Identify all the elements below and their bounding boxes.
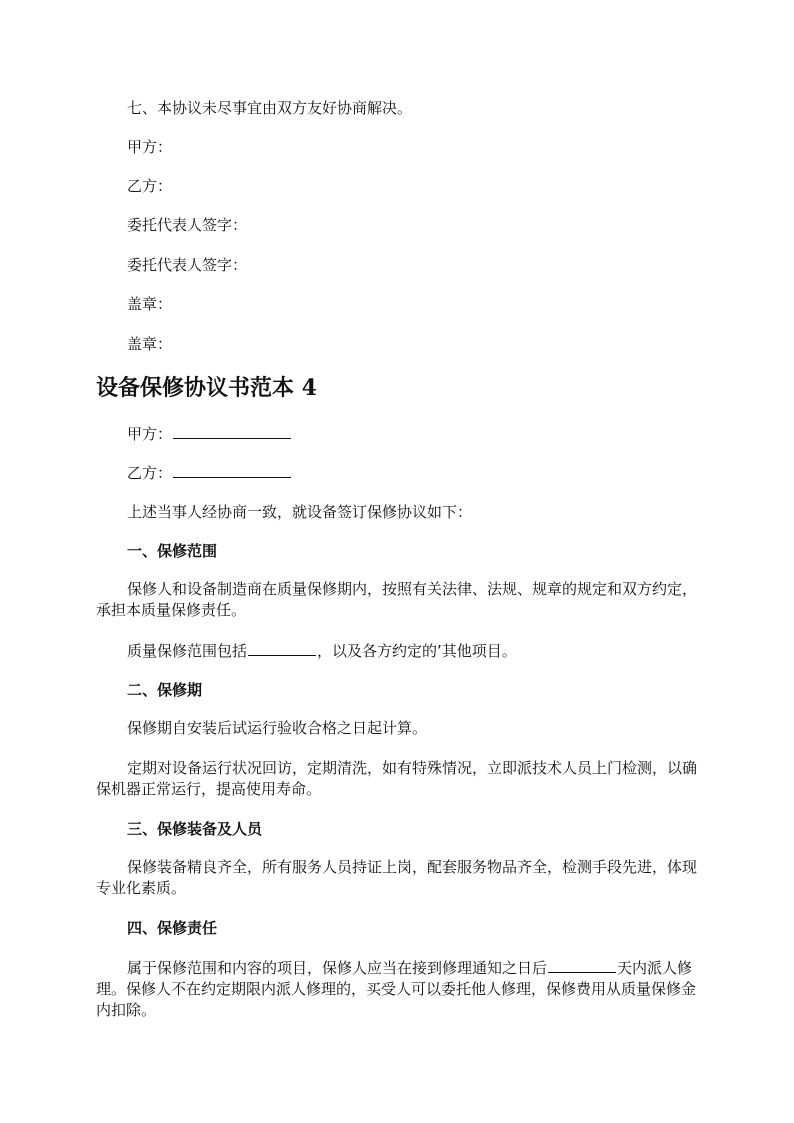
party-b-line: [127, 462, 698, 483]
party-b-label: 乙方：: [127, 177, 173, 195]
representative-signature-1: 委托代表人签字：: [127, 216, 248, 234]
responsibility-text-after: 天内派人修理。保修人不在约定期限内派人修理的，买受人可以委托他人修理，保修费用从质量保修金内扣除。: [96, 959, 697, 1019]
scope-blank[interactable]: [248, 640, 316, 656]
intro-text: 上述当事人经协商一致，就设备签订保修协议如下：: [127, 503, 473, 521]
seal-1: 盖章：: [127, 295, 173, 313]
section-4-heading: 四、保修责任: [127, 919, 218, 937]
section-2-paragraph-1: 保修期自安装后试运行验收合格之日起计算。: [127, 719, 428, 737]
party-a-line: [127, 423, 698, 444]
days-blank[interactable]: [548, 957, 616, 973]
section-1-paragraph-1: 保修人和设备制造商在质量保修期内，按照有关法律、法规、规章的规定和双方约定，承担本质量保修责任。: [96, 580, 698, 619]
section-2-heading: 二、保修期: [127, 681, 203, 699]
party-a-label: 甲方：: [127, 138, 173, 156]
document-title: 设备保修协议书范本 4: [96, 375, 317, 401]
section-4-paragraph-1: [96, 957, 698, 1021]
party-a-label-2: 甲方：: [127, 425, 173, 443]
scope-text-before: 质量保修范围包括: [127, 642, 248, 660]
section-1-heading: 一、保修范围: [127, 542, 218, 560]
party-a-blank[interactable]: [173, 423, 291, 439]
section-2-paragraph-2: 定期对设备运行状况回访，定期清洗，如有特殊情况，立即派技术人员上门检测，以确保机器正常运行，提高使用寿命。: [96, 759, 698, 798]
representative-signature-2: 委托代表人签字：: [127, 256, 248, 274]
party-b-blank[interactable]: [173, 462, 291, 478]
seal-2: 盖章：: [127, 335, 173, 353]
responsibility-text-before: 属于保修范围和内容的项目，保修人应当在接到修理通知之日后: [127, 959, 548, 977]
section-1-paragraph-2: [127, 640, 698, 661]
scope-text-after: ，以及各方约定的’其他项目。: [317, 642, 517, 660]
party-b-label-2: 乙方：: [127, 464, 173, 482]
section-3-paragraph-1: 保修装备精良齐全，所有服务人员持证上岗，配套服务物品齐全，检测手段先进，体现专业化素质。: [96, 858, 698, 897]
clause-7: 七、本协议未尽事宜由双方友好协商解决。: [127, 99, 413, 117]
section-3-heading: 三、保修装备及人员: [127, 820, 263, 838]
